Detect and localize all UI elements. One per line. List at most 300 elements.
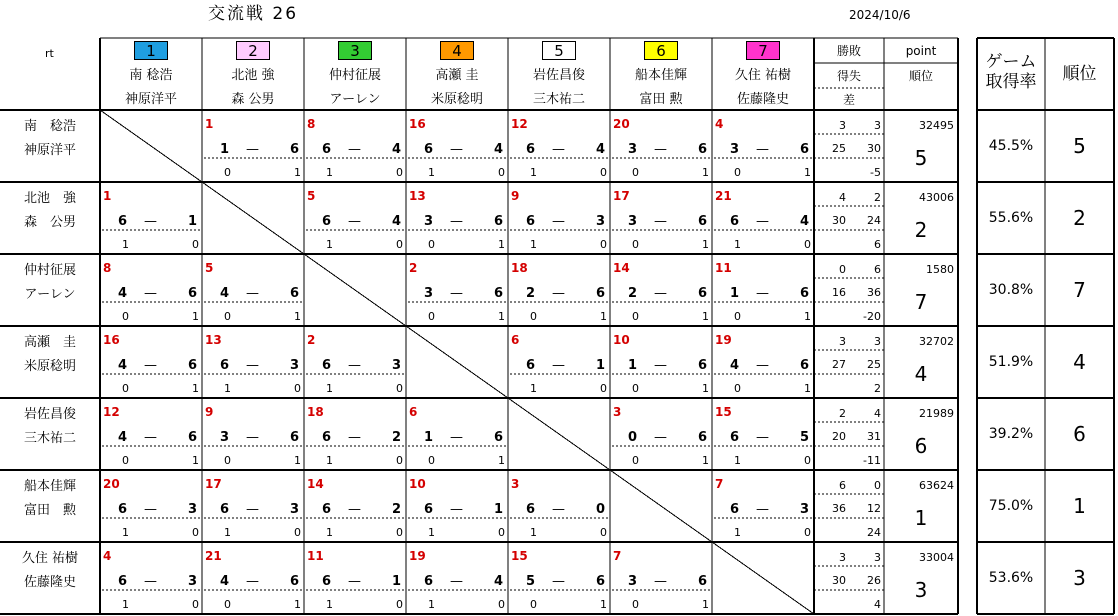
loss-flag: 0 [192,598,199,611]
score-own: 2 [628,286,638,301]
stat-games-won: 16 [832,286,846,299]
row-player2: 富田 勲 [23,503,76,518]
score-separator: — [144,430,157,445]
score-opp: 3 [392,358,402,373]
score-separator: — [450,142,463,157]
score-own: 6 [424,574,434,589]
score-opp: 1 [188,214,198,229]
score-opp: 6 [800,142,810,157]
loss-flag: 0 [396,526,403,539]
score-separator: — [756,214,769,229]
row-player2: 神原洋平 [23,143,76,158]
win-flag: 1 [734,526,741,539]
row-player1: 北池 強 [23,191,76,206]
column-player2: 富田 勲 [639,92,683,107]
score-separator: — [552,502,565,517]
stat-losses: 0 [874,479,881,492]
score-opp: 6 [188,286,198,301]
stat-wins: 3 [839,551,846,564]
win-flag: 0 [632,454,639,467]
score-opp: 2 [392,502,402,517]
win-flag: 1 [224,382,231,395]
match-number: 20 [613,117,630,131]
loss-flag: 0 [192,526,199,539]
score-own: 6 [118,502,128,517]
score-own: 6 [730,430,740,445]
win-flag: 0 [122,382,129,395]
stat-point: 33004 [919,551,954,564]
score-opp: 4 [800,214,810,229]
score-separator: — [348,214,361,229]
score-separator: — [348,358,361,373]
match-number: 9 [511,189,520,203]
score-own: 3 [730,142,740,157]
stat-games-lost: 31 [867,430,881,443]
stat-rank: 5 [914,146,928,170]
stat-wins: 3 [839,119,846,132]
win-flag: 1 [734,238,741,251]
score-separator: — [246,142,259,157]
match-number: 1 [205,117,214,131]
score-opp: 4 [392,142,402,157]
row-player2: アーレン [24,287,76,302]
stat-losses: 2 [874,191,881,204]
match-number: 14 [307,477,324,491]
score-separator: — [246,574,259,589]
loss-flag: 0 [498,598,505,611]
column-player1: 岩佐昌俊 [532,68,585,83]
loss-flag: 1 [702,454,709,467]
column-player1: 南 稔浩 [129,68,173,83]
score-opp: 4 [596,142,606,157]
win-flag: 1 [530,166,537,179]
match-number: 13 [409,189,426,203]
loss-flag: 0 [396,166,403,179]
score-separator: — [348,574,361,589]
score-own: 6 [322,574,332,589]
stat-diff: 2 [874,382,881,395]
stat-point: 32495 [919,119,954,132]
loss-flag: 0 [294,382,301,395]
match-number: 15 [715,405,732,419]
match-number: 7 [613,549,622,563]
stat-games-lost: 36 [867,286,881,299]
match-number: 18 [307,405,324,419]
column-player2: 森 公男 [231,92,275,107]
match-number: 2 [307,333,316,347]
match-number: 12 [103,405,120,419]
stat-games-lost: 25 [867,358,881,371]
match-number: 19 [715,333,732,347]
score-separator: — [654,214,667,229]
row-player1: 仲村征展 [23,263,76,278]
score-separator: — [450,214,463,229]
final-rank: 3 [1073,566,1086,590]
loss-flag: 1 [804,382,811,395]
win-flag: 1 [326,454,333,467]
stat-diff: -20 [863,310,881,323]
stat-diff: 24 [867,526,881,539]
score-separator: — [552,286,565,301]
match-number: 16 [409,117,426,131]
stat-diff: -11 [863,454,881,467]
win-flag: 0 [428,454,435,467]
loss-flag: 1 [498,310,505,323]
corner-label: rt [45,47,54,60]
win-flag: 0 [632,598,639,611]
score-own: 6 [526,502,536,517]
final-rank: 6 [1073,422,1086,446]
loss-flag: 0 [396,454,403,467]
score-own: 3 [628,574,638,589]
row-player1: 久住 祐樹 [21,551,79,566]
score-separator: — [246,358,259,373]
score-own: 6 [526,214,536,229]
score-opp: 6 [698,430,708,445]
loss-flag: 0 [396,238,403,251]
game-rate: 39.2% [988,426,1034,442]
stat-losses: 3 [874,551,881,564]
win-flag: 1 [122,526,129,539]
match-number: 2 [409,261,418,275]
score-opp: 6 [800,286,810,301]
win-flag: 1 [224,526,231,539]
score-separator: — [144,502,157,517]
win-flag: 1 [122,238,129,251]
game-rate: 45.5% [988,138,1034,154]
stat-games-won: 30 [832,574,846,587]
score-own: 4 [730,358,740,373]
loss-flag: 0 [600,526,607,539]
team-number-badge: 7 [746,41,780,60]
stat-losses: 4 [874,407,881,420]
score-separator: — [246,430,259,445]
match-number: 17 [613,189,630,203]
column-player2: 佐藤隆史 [736,92,789,107]
match-number: 3 [511,477,520,491]
match-number: 4 [103,549,112,563]
score-separator: — [756,358,769,373]
score-separator: — [246,502,259,517]
score-separator: — [552,574,565,589]
score-opp: 6 [188,358,198,373]
row-player1: 高瀬 圭 [23,335,76,350]
stat-point: 1580 [926,263,954,276]
column-player2: 神原洋平 [124,92,177,107]
score-opp: 5 [800,430,810,445]
match-number: 6 [409,405,418,419]
match-number: 16 [103,333,120,347]
match-number: 10 [613,333,630,347]
score-opp: 6 [494,286,504,301]
loss-flag: 0 [804,454,811,467]
loss-flag: 0 [600,238,607,251]
stat-rank: 3 [914,578,928,602]
score-opp: 3 [290,502,300,517]
score-separator: — [654,430,667,445]
header-point: point [905,44,937,58]
score-separator: — [654,286,667,301]
loss-flag: 0 [600,166,607,179]
score-own: 2 [526,286,536,301]
stat-losses: 6 [874,263,881,276]
score-own: 6 [322,358,332,373]
win-flag: 0 [224,166,231,179]
match-number: 7 [715,477,724,491]
score-own: 1 [220,142,230,157]
win-flag: 1 [530,238,537,251]
score-separator: — [450,430,463,445]
win-flag: 1 [326,526,333,539]
loss-flag: 0 [498,166,505,179]
score-own: 6 [730,502,740,517]
win-flag: 0 [530,310,537,323]
stat-games-won: 27 [832,358,846,371]
stat-games-won: 36 [832,502,846,515]
column-player2: アーレン [329,92,381,107]
stat-wins: 0 [839,263,846,276]
score-own: 6 [424,502,434,517]
win-flag: 1 [122,598,129,611]
loss-flag: 1 [600,310,607,323]
score-opp: 6 [290,286,300,301]
score-opp: 3 [596,214,606,229]
loss-flag: 0 [396,382,403,395]
score-opp: 6 [188,430,198,445]
stat-point: 43006 [919,191,954,204]
score-separator: — [756,142,769,157]
win-flag: 1 [734,454,741,467]
team-number-badge: 2 [236,41,270,60]
win-flag: 1 [326,382,333,395]
score-separator: — [756,502,769,517]
win-flag: 1 [530,382,537,395]
loss-flag: 1 [294,454,301,467]
column-player1: 北池 強 [231,68,275,83]
row-player1: 南 稔浩 [23,119,76,134]
match-number: 21 [205,549,222,563]
event-date: 2024/10/6 [849,8,911,22]
score-separator: — [450,502,463,517]
loss-flag: 0 [294,526,301,539]
score-separator: — [552,214,565,229]
loss-flag: 1 [192,454,199,467]
column-player2: 米原稔明 [430,92,483,107]
win-flag: 1 [326,238,333,251]
header-games: 得失 [836,69,861,83]
game-rate: 75.0% [988,498,1034,514]
game-rate: 30.8% [988,282,1034,298]
score-own: 4 [220,286,230,301]
score-own: 6 [220,358,230,373]
score-own: 6 [118,214,128,229]
team-number-badge: 4 [440,41,474,60]
score-separator: — [144,574,157,589]
loss-flag: 1 [498,238,505,251]
loss-flag: 1 [702,166,709,179]
win-flag: 0 [632,382,639,395]
score-opp: 6 [290,142,300,157]
win-flag: 0 [122,310,129,323]
score-separator: — [348,502,361,517]
loss-flag: 1 [600,598,607,611]
header-rate-line2: 取得率 [985,72,1037,92]
stat-rank: 7 [914,290,928,314]
final-rank: 5 [1073,134,1086,158]
win-flag: 1 [530,526,537,539]
stat-diff: -5 [870,166,881,179]
score-own: 6 [730,214,740,229]
stat-diff: 6 [874,238,881,251]
score-separator: — [348,142,361,157]
score-opp: 3 [800,502,810,517]
score-separator: — [756,430,769,445]
score-opp: 6 [698,142,708,157]
win-flag: 0 [224,598,231,611]
score-separator: — [450,286,463,301]
stat-rank: 6 [914,434,928,458]
win-flag: 0 [122,454,129,467]
game-rate: 55.6% [988,210,1034,226]
loss-flag: 1 [702,382,709,395]
stat-losses: 3 [874,335,881,348]
score-separator: — [348,430,361,445]
score-separator: — [450,574,463,589]
final-rank: 2 [1073,206,1086,230]
loss-flag: 1 [804,310,811,323]
stat-point: 32702 [919,335,954,348]
stat-diff: 4 [874,598,881,611]
win-flag: 1 [428,598,435,611]
stat-wins: 4 [839,191,846,204]
win-flag: 0 [632,238,639,251]
column-player1: 久住 祐樹 [734,68,792,83]
stat-wins: 3 [839,335,846,348]
page-title: 交流戦 26 [208,4,299,24]
score-own: 0 [628,430,638,445]
header-rank: 順位 [908,69,933,83]
score-separator: — [654,574,667,589]
score-opp: 1 [494,502,504,517]
score-opp: 3 [290,358,300,373]
match-number: 11 [307,549,324,563]
column-player2: 三木祐二 [532,92,585,107]
score-own: 3 [220,430,230,445]
win-flag: 0 [224,310,231,323]
stat-games-won: 30 [832,214,846,227]
score-opp: 0 [596,502,606,517]
score-opp: 4 [494,574,504,589]
column-player1: 船本佳輝 [634,68,687,83]
row-player2: 米原稔明 [23,359,76,374]
score-opp: 1 [596,358,606,373]
score-opp: 2 [392,430,402,445]
score-own: 5 [526,574,536,589]
stat-games-won: 25 [832,142,846,155]
team-number-badge: 5 [542,41,576,60]
stat-point: 63624 [919,479,954,492]
header-rate-line1: ゲーム [985,52,1037,72]
score-opp: 4 [392,214,402,229]
score-own: 6 [322,142,332,157]
row-player2: 佐藤隆史 [23,575,76,590]
stat-games-won: 20 [832,430,846,443]
final-rank: 1 [1073,494,1086,518]
column-player1: 仲村征展 [328,68,381,83]
loss-flag: 1 [294,166,301,179]
loss-flag: 1 [498,454,505,467]
match-number: 15 [511,549,528,563]
score-separator: — [144,214,157,229]
score-opp: 6 [290,430,300,445]
score-opp: 6 [698,358,708,373]
stat-wins: 2 [839,407,846,420]
column-player1: 高瀬 圭 [435,68,479,83]
stat-rank: 1 [914,506,928,530]
match-number: 20 [103,477,120,491]
stat-wins: 6 [839,479,846,492]
score-separator: — [552,358,565,373]
score-own: 3 [628,142,638,157]
match-number: 1 [103,189,112,203]
score-opp: 4 [494,142,504,157]
loss-flag: 0 [804,238,811,251]
stat-losses: 3 [874,119,881,132]
match-number: 5 [307,189,316,203]
match-number: 18 [511,261,528,275]
win-flag: 0 [224,454,231,467]
score-own: 6 [526,358,536,373]
score-own: 3 [628,214,638,229]
score-separator: — [144,286,157,301]
score-own: 6 [424,142,434,157]
score-separator: — [246,286,259,301]
header-final-rank: 順位 [1062,64,1097,84]
loss-flag: 1 [702,238,709,251]
score-opp: 1 [392,574,402,589]
match-number: 19 [409,549,426,563]
win-flag: 0 [428,238,435,251]
match-number: 5 [205,261,214,275]
loss-flag: 1 [294,310,301,323]
loss-flag: 1 [702,310,709,323]
match-number: 4 [715,117,724,131]
score-separator: — [552,142,565,157]
score-own: 4 [118,358,128,373]
stat-games-lost: 26 [867,574,881,587]
score-own: 4 [220,574,230,589]
match-number: 8 [103,261,112,275]
loss-flag: 1 [702,598,709,611]
score-separator: — [756,286,769,301]
match-number: 8 [307,117,316,131]
match-number: 12 [511,117,528,131]
loss-flag: 1 [804,166,811,179]
score-own: 4 [118,430,128,445]
loss-flag: 0 [498,526,505,539]
win-flag: 0 [734,310,741,323]
loss-flag: 1 [294,598,301,611]
final-rank: 4 [1073,350,1086,374]
row-player2: 三木祐二 [23,431,76,446]
row-player1: 船本佳輝 [23,479,76,494]
score-own: 6 [322,430,332,445]
score-opp: 6 [596,286,606,301]
loss-flag: 1 [192,382,199,395]
match-number: 10 [409,477,426,491]
score-opp: 6 [596,574,606,589]
match-number: 14 [613,261,630,275]
